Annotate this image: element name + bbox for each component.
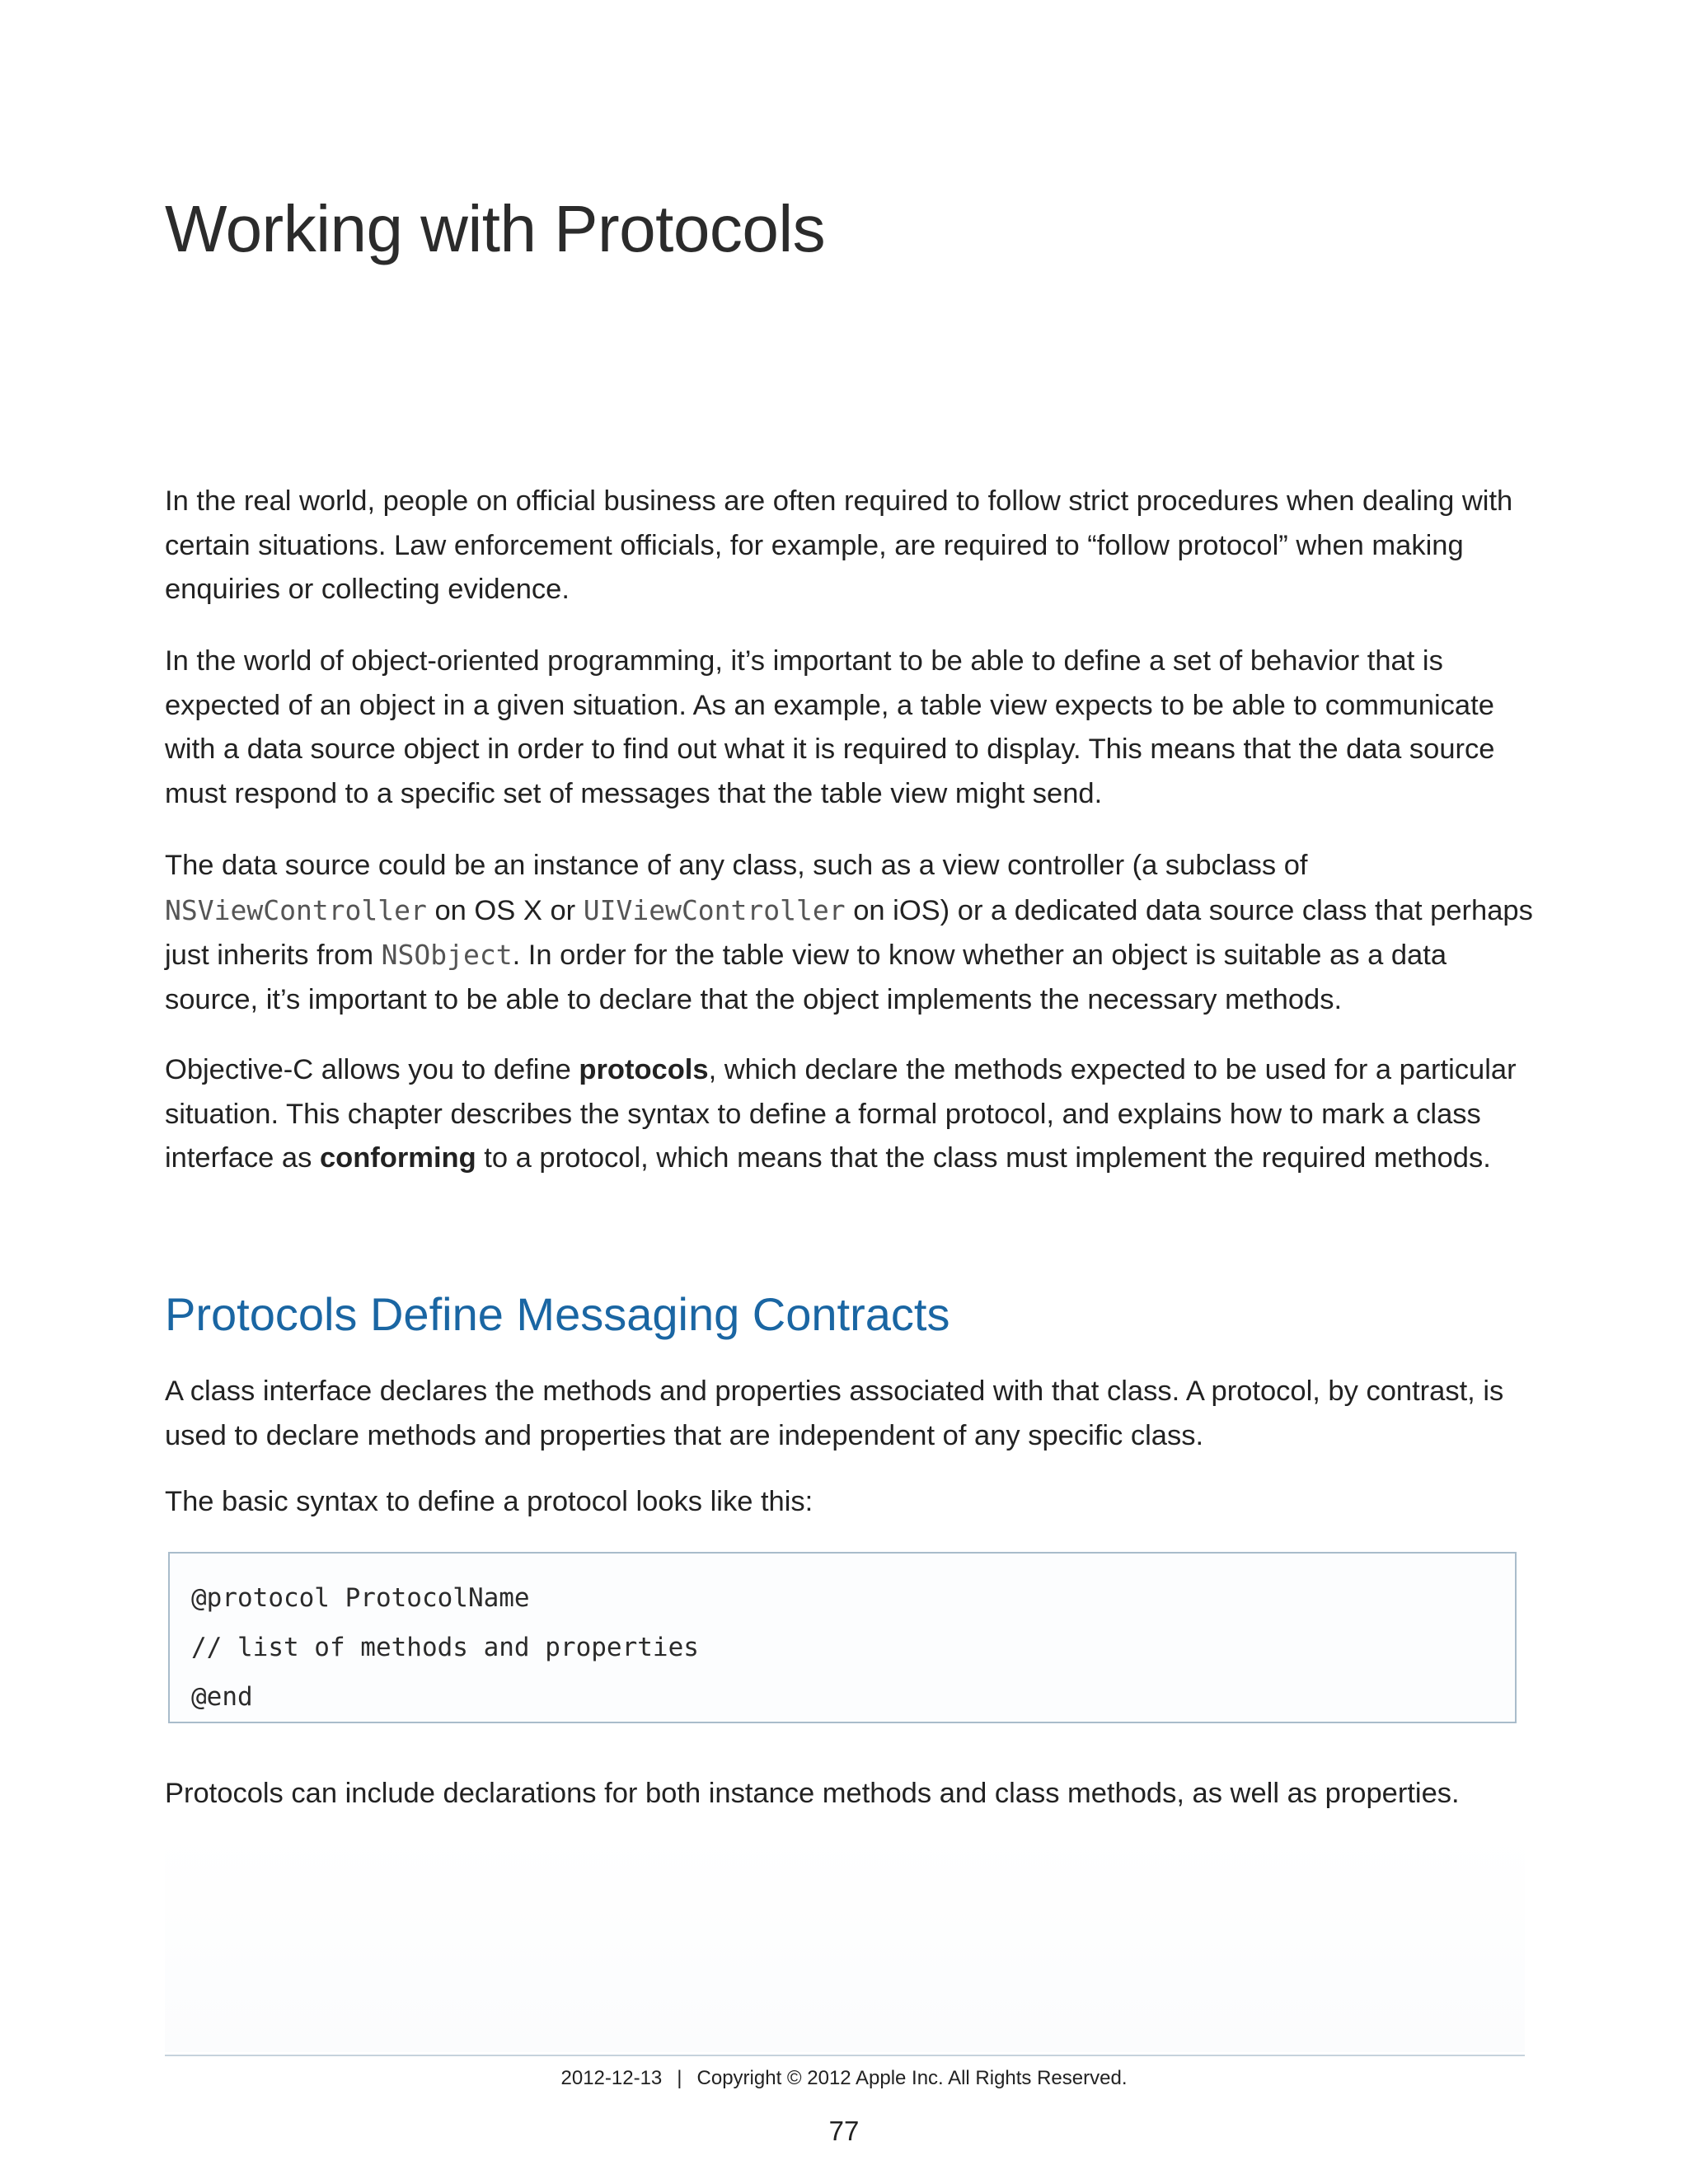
code-nsviewcontroller: NSViewController bbox=[165, 893, 427, 926]
intro-paragraph-2 bbox=[165, 640, 1533, 816]
code-line: @protocol ProtocolName bbox=[191, 1583, 530, 1613]
intro-paragraph-1-text: In the real world, people on official business are often required to follow strict procedures when dealing with certain situations. Law enforcement officials, for example, are required to “follow protocol” when making enquiries or collecting evidence. bbox=[165, 485, 1513, 605]
chapter-title: Working with Protocols bbox=[165, 192, 826, 265]
code-uiviewcontroller: UIViewController bbox=[583, 893, 846, 926]
section-paragraph-3 bbox=[165, 1772, 1533, 1816]
p3-text-2: on OS X or bbox=[426, 894, 584, 926]
term-protocols: protocols bbox=[579, 1054, 709, 1085]
section-paragraph-2 bbox=[165, 1480, 1533, 1525]
intro-paragraph-4-text bbox=[165, 1048, 1533, 1181]
p3-text-4: . In order for the table view to know whether an object is suitable as a data source, it’s important to be able to declare that the object implements the necessary methods. bbox=[165, 940, 1447, 1015]
code-listing bbox=[168, 1552, 1517, 1723]
footer-copyright: Copyright © 2012 Apple Inc. All Rights Reserved. bbox=[696, 2067, 1128, 2089]
section-paragraph-2-text: The basic syntax to define a protocol looks like this: bbox=[165, 1486, 814, 1517]
footer-date: 2012-12-13 bbox=[560, 2067, 663, 2089]
intro-paragraph-2-text: In the world of object-oriented programming, it’s important to be able to define a set of behavior that is expected of an object in a given situation. As an example, a table view expects to be able to communicate with a data source object in order to find out what it is required to display. This means that the data source must respond to a specific set of messages that the table view might send. bbox=[165, 645, 1495, 809]
p4-text-1: Objective-C allows you to define bbox=[165, 1054, 579, 1085]
code-line: @end bbox=[191, 1682, 253, 1712]
term-conforming: conforming bbox=[319, 1142, 476, 1174]
intro-paragraph-1 bbox=[165, 480, 1533, 612]
code-line: // list of methods and properties bbox=[191, 1633, 699, 1662]
p3-text-3: on iOS) or a dedicated data source class that perhaps just inherits from bbox=[165, 894, 1533, 971]
footer-divider bbox=[165, 2055, 1525, 2056]
blank-area bbox=[165, 1830, 1525, 2052]
footer-separator: | bbox=[677, 2067, 682, 2089]
footer bbox=[0, 2067, 1688, 2090]
section-paragraph-3-text: Protocols can include declarations for both instance methods and class methods, as well as properties. bbox=[165, 1778, 1460, 1809]
section-heading: Protocols Define Messaging Contracts bbox=[165, 1288, 950, 1340]
p4-text-2: , which declare the methods expected to be used for a particular situation. This chapter describes the syntax to define a formal protocol, and explains how to mark a class interface as bbox=[165, 1054, 1517, 1174]
intro-paragraph-3 bbox=[165, 844, 1533, 1022]
p4-text-3: to a protocol, which means that the class must implement the required methods. bbox=[476, 1142, 1491, 1174]
section-paragraph-1-text: A class interface declares the methods and properties associated with that class. A protocol, by contrast, is used to declare methods and properties that are independent of any specific class. bbox=[165, 1376, 1504, 1451]
page-number: 77 bbox=[828, 2116, 860, 2146]
p3-text-1: The data source could be an instance of any class, such as a view controller (a subclass of bbox=[165, 850, 1308, 881]
section-paragraph-1 bbox=[165, 1370, 1533, 1458]
intro-paragraph-4 bbox=[165, 1048, 1533, 1181]
code-nsobject: NSObject bbox=[381, 939, 513, 971]
intro-paragraph-3-text bbox=[165, 844, 1533, 1022]
